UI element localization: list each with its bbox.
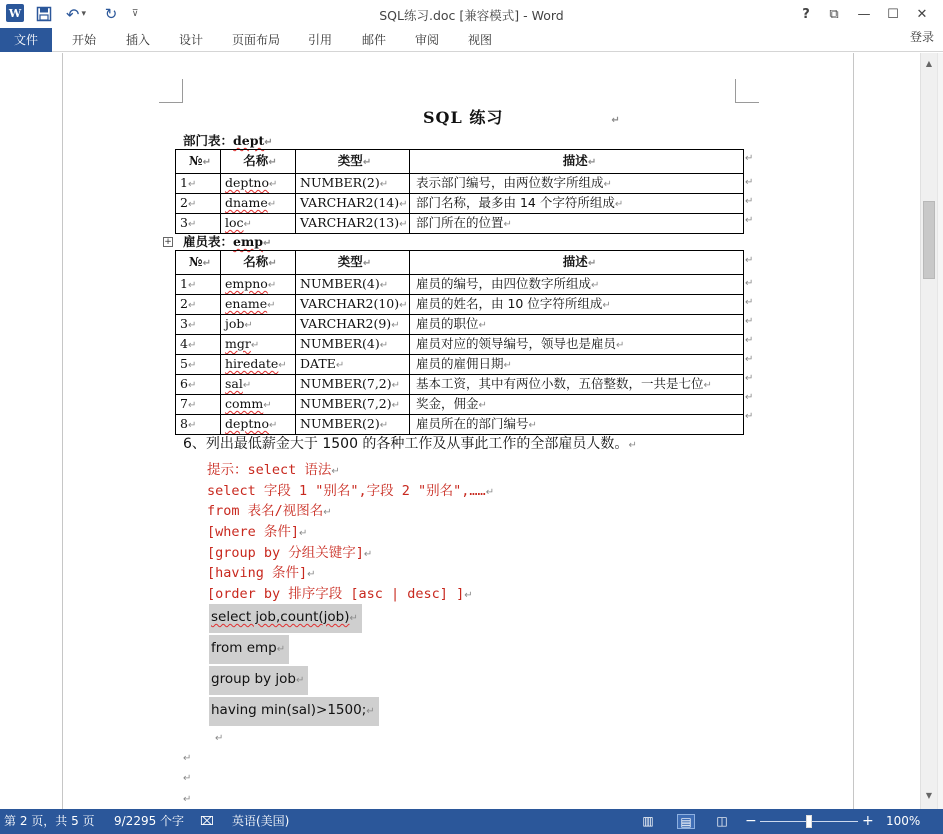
cell-no[interactable] (176, 194, 221, 214)
header-desc (410, 251, 744, 275)
header-name (221, 150, 296, 174)
table-row[interactable] (176, 375, 744, 395)
cell-desc[interactable] (410, 415, 744, 435)
row-end-mark: ↵ (745, 196, 754, 207)
customize-quick-access-button[interactable] (128, 4, 142, 24)
document-area[interactable] (0, 53, 920, 809)
cell-desc[interactable] (410, 194, 744, 214)
cell-text: VARCHAR2(9) (300, 316, 392, 331)
cell-mark: ↵ (269, 420, 278, 431)
cell-text: 1 (180, 276, 188, 291)
cell-mark: ↵ (587, 258, 597, 269)
tab-home[interactable]: 开始 (71, 33, 96, 47)
paragraph-mark: ↵ (276, 644, 286, 655)
paragraph-mark: ↵ (295, 675, 305, 686)
row-end-mark: ↵ (745, 297, 754, 308)
paragraph-mark: ↵ (323, 507, 332, 518)
cell-text: 雇员的编号，由四位数字所组成 (416, 276, 592, 291)
paragraph-mark: ↵ (307, 569, 316, 580)
header-no-text: № (189, 153, 203, 168)
cell-mark: ↵ (278, 360, 287, 371)
status-bar (0, 809, 943, 834)
hint-line-text: from 表名/视图名 (207, 503, 324, 519)
cell-text: 4 (180, 336, 188, 351)
vertical-scrollbar[interactable] (920, 53, 937, 809)
cell-text: DATE (300, 356, 336, 371)
cell-text: mgr (225, 336, 251, 351)
paragraph-mark: ↵ (349, 613, 358, 624)
cell-text: empno (225, 276, 268, 291)
cell-mark: ↵ (187, 179, 197, 190)
cell-no[interactable] (176, 295, 221, 315)
tab-file[interactable]: 文件 (0, 28, 52, 52)
row-end-mark: ↵ (745, 278, 754, 289)
paragraph-mark: ↵ (331, 466, 340, 477)
cell-name[interactable] (221, 355, 296, 375)
close-icon: ✕ (916, 6, 928, 22)
cell-desc[interactable] (410, 275, 744, 295)
paragraph-mark: ↵ (611, 115, 621, 126)
cell-name[interactable] (221, 315, 296, 335)
paragraph-mark: ↵ (628, 440, 637, 451)
zoom-slider-thumb[interactable] (806, 815, 812, 828)
cell-mark: ↵ (187, 320, 197, 331)
cell-mark: ↵ (591, 280, 600, 291)
cell-mark: ↵ (187, 420, 197, 431)
redo-icon: ↻ (104, 5, 118, 23)
cell-no[interactable] (176, 335, 221, 355)
cell-mark: ↵ (269, 179, 278, 190)
cell-mark: ↵ (362, 258, 372, 269)
cell-text: 部门名称，最多由 14 个字符所组成 (416, 195, 615, 210)
cell-mark: ↵ (379, 179, 389, 190)
cell-name[interactable] (221, 194, 296, 214)
read-mode-view-icon[interactable] (640, 814, 656, 829)
cell-mark: ↵ (268, 258, 277, 269)
cell-mark: ↵ (268, 157, 277, 168)
cell-name[interactable] (221, 335, 296, 355)
cell-name[interactable] (221, 295, 296, 315)
code-line (209, 666, 308, 695)
undo-button[interactable] (62, 4, 90, 24)
hint-line-text: select 字段 1 "别名",字段 2 "别名",…… (207, 483, 486, 499)
cell-mark: ↵ (503, 360, 512, 371)
zoom-level[interactable]: 100% (886, 814, 921, 828)
cell-text: VARCHAR2(10) (300, 296, 400, 311)
header-name (221, 251, 296, 275)
maximize-button[interactable] (881, 4, 905, 24)
emp-table-caption (183, 232, 271, 250)
row-end-mark: ↵ (745, 392, 754, 403)
cell-mark: ↵ (242, 380, 252, 391)
cell-text: 基本工资，其中有两位小数，五倍整数，一共是七位 (416, 376, 704, 391)
cell-text: 雇员的姓名，由 10 位字符所组成 (416, 296, 603, 311)
paragraph-mark: ↵ (485, 487, 495, 498)
proofing-icon[interactable] (200, 809, 214, 834)
cell-mark: ↵ (399, 300, 408, 311)
table-row[interactable] (176, 395, 744, 415)
cell-desc[interactable] (410, 375, 744, 395)
cell-mark: ↵ (244, 320, 253, 331)
ribbon-display-options-button[interactable] (822, 4, 846, 24)
hint-line (207, 458, 340, 478)
cell-name[interactable] (221, 415, 296, 435)
cell-type[interactable] (296, 335, 410, 355)
hint-line-text: 提示：select 语法 (207, 462, 332, 478)
zoom-out-button[interactable]: − (745, 813, 757, 829)
cell-mark: ↵ (263, 400, 272, 411)
header-desc-text: 描述 (562, 153, 588, 168)
code-line-text: group by job (211, 671, 296, 687)
table-row[interactable] (176, 275, 744, 295)
cell-text: comm (225, 396, 264, 411)
cell-text: NUMBER(4) (300, 276, 380, 291)
row-end-mark: ↵ (745, 255, 754, 266)
question-text (183, 433, 637, 453)
cell-mark: ↵ (335, 360, 345, 371)
cell-type[interactable] (296, 375, 410, 395)
header-name-text: 名称 (243, 153, 269, 168)
undo-dropdown-icon[interactable]: ▾ (81, 9, 86, 19)
cell-mark: ↵ (391, 400, 401, 411)
emp-caption-name: emp (233, 234, 263, 249)
window-edge (937, 53, 943, 809)
code-line (209, 697, 379, 726)
dept-table[interactable] (175, 149, 744, 234)
cell-desc[interactable] (410, 395, 744, 415)
language-status[interactable]: 英语(美国) (232, 814, 290, 828)
header-type (296, 251, 410, 275)
cell-name[interactable] (221, 174, 296, 194)
cell-mark: ↵ (602, 300, 611, 311)
cell-mark: ↵ (379, 280, 389, 291)
hint-line-text: [order by 排序字段 [asc | desc] ] (207, 586, 465, 602)
customize-icon: ⊽ (131, 9, 139, 19)
paragraph-mark: ↵ (215, 733, 224, 744)
cell-text: 7 (180, 396, 188, 411)
tab-mailings[interactable]: 邮件 (361, 33, 386, 47)
table-row[interactable] (176, 194, 744, 214)
cell-text: 雇员的雇佣日期 (416, 356, 504, 371)
cell-mark: ↵ (187, 400, 197, 411)
cell-mark: ↵ (202, 157, 211, 168)
minimize-button[interactable] (852, 4, 876, 24)
header-desc (410, 150, 744, 174)
cell-no[interactable] (176, 174, 221, 194)
cell-mark: ↵ (703, 380, 712, 391)
row-end-mark: ↵ (745, 411, 754, 422)
cell-text: VARCHAR2(13) (300, 215, 400, 230)
help-icon: ? (802, 6, 810, 22)
row-end-mark: ↵ (745, 335, 754, 346)
cell-text: 表示部门编号，由两位数字所组成 (416, 175, 604, 190)
hint-line (207, 541, 372, 561)
cell-text: NUMBER(7,2) (300, 396, 392, 411)
emp-header-row (176, 251, 744, 275)
cell-name[interactable] (221, 395, 296, 415)
header-type-text: 类型 (337, 254, 363, 269)
cell-type[interactable] (296, 395, 410, 415)
cell-mark: ↵ (614, 199, 624, 210)
table-row[interactable] (176, 355, 744, 375)
cell-type[interactable] (296, 315, 410, 335)
cell-text: 3 (180, 316, 188, 331)
paragraph-mark: ↵ (262, 238, 272, 249)
cell-name[interactable] (221, 375, 296, 395)
code-line-text: having min(sal)>1500; (211, 702, 367, 718)
cell-mark: ↵ (267, 280, 277, 291)
cell-text: VARCHAR2(14) (300, 195, 400, 210)
code-line-text: from emp (211, 640, 277, 656)
minimize-icon: — (857, 6, 871, 22)
ribbon-tab-bar (0, 28, 943, 52)
hint-line-text: [where 条件] (207, 524, 300, 540)
dept-caption-name: dept (233, 133, 265, 148)
crop-mark-top-right (735, 79, 759, 103)
header-no (176, 150, 221, 174)
cell-no[interactable] (176, 275, 221, 295)
cell-text: 3 (180, 215, 188, 230)
cell-type[interactable] (296, 194, 410, 214)
cell-text: 雇员对应的领导编号，领导也是雇员 (416, 336, 617, 351)
scroll-down-arrow-icon[interactable]: ▼ (925, 791, 933, 800)
cell-mark: ↵ (528, 420, 537, 431)
cell-text: hiredate (225, 356, 279, 371)
cell-no[interactable] (176, 415, 221, 435)
save-button[interactable] (34, 4, 54, 24)
paragraph-mark: ↵ (264, 137, 273, 148)
paragraph-mark: ↵ (183, 794, 192, 805)
cell-mark: ↵ (202, 258, 211, 269)
crop-mark-top-left (159, 79, 183, 103)
tab-view[interactable]: 视图 (467, 33, 492, 47)
document-title-text: SQL 练习 (423, 108, 504, 127)
undo-icon: ↶ (66, 4, 80, 24)
cell-type[interactable] (296, 214, 410, 234)
paragraph-mark: ↵ (183, 753, 192, 764)
cell-mark: ↵ (267, 300, 276, 311)
redo-button[interactable] (100, 4, 122, 24)
table-row[interactable] (176, 295, 744, 315)
row-end-mark: ↵ (745, 354, 754, 365)
ribbon-display-icon: ⧉ (829, 6, 839, 22)
cell-mark: ↵ (603, 179, 612, 190)
web-layout-glyph: ◫ (716, 814, 728, 828)
cell-mark: ↵ (187, 300, 197, 311)
app-icon-letter: W (8, 6, 22, 20)
cell-no[interactable] (176, 395, 221, 415)
cell-mark: ↵ (187, 380, 197, 391)
cell-text: 2 (180, 195, 188, 210)
dept-table-caption (183, 131, 273, 149)
cell-text: NUMBER(2) (300, 416, 380, 431)
cell-type[interactable] (296, 355, 410, 375)
paragraph-mark: ↵ (366, 706, 375, 717)
document-page[interactable] (62, 53, 854, 809)
cell-type[interactable] (296, 275, 410, 295)
cell-text: 2 (180, 296, 188, 311)
tab-review[interactable]: 审阅 (414, 33, 439, 47)
tab-page-layout[interactable]: 页面布局 (231, 33, 280, 47)
cell-type[interactable] (296, 415, 410, 435)
row-end-mark: ↵ (745, 177, 754, 188)
table-row[interactable] (176, 214, 744, 234)
cell-mark: ↵ (587, 157, 597, 168)
cell-desc[interactable] (410, 295, 744, 315)
dept-caption-prefix: 部门表： (183, 133, 234, 148)
cell-text: 5 (180, 356, 188, 371)
hint-line (207, 520, 307, 540)
window-title: SQL练习.doc [兼容模式] - Word (379, 8, 564, 23)
cell-text: loc (225, 215, 244, 230)
paragraph-mark: ↵ (299, 528, 308, 539)
cell-mark: ↵ (391, 320, 400, 331)
cell-mark: ↵ (478, 400, 487, 411)
row-end-mark: ↵ (745, 373, 754, 384)
zoom-in-button[interactable]: + (862, 813, 874, 829)
cell-text: 奖金，佣金 (416, 396, 479, 411)
cell-mark: ↵ (616, 340, 625, 351)
dept-header-row (176, 150, 744, 174)
cell-text: job (225, 316, 245, 331)
cell-text: deptno (225, 175, 270, 190)
cell-text: sal (225, 376, 243, 391)
sign-in-link[interactable]: 登录 (910, 30, 935, 44)
cell-text: 1 (180, 175, 188, 190)
help-button[interactable] (794, 4, 818, 24)
tab-references[interactable]: 引用 (307, 33, 332, 47)
header-no-text: № (189, 254, 203, 269)
header-type (296, 150, 410, 174)
cell-desc[interactable] (410, 315, 744, 335)
cell-mark: ↵ (187, 280, 197, 291)
cell-mark: ↵ (391, 380, 401, 391)
cell-mark: ↵ (379, 340, 389, 351)
paragraph-mark: ↵ (363, 549, 373, 560)
cell-mark: ↵ (478, 320, 487, 331)
cell-no[interactable] (176, 315, 221, 335)
cell-text: 6 (180, 376, 188, 391)
hint-line-text: [having 条件] (207, 565, 308, 581)
cell-no[interactable] (176, 355, 221, 375)
save-icon (36, 6, 52, 22)
word-count-status[interactable]: 9/2295 个字 (114, 814, 185, 828)
word-app-icon[interactable] (6, 4, 24, 22)
cell-mark: ↵ (187, 360, 197, 371)
scroll-thumb[interactable] (923, 201, 935, 279)
table-row[interactable] (176, 315, 744, 335)
hint-line (207, 582, 473, 602)
cell-mark: ↵ (379, 420, 389, 431)
header-type-text: 类型 (337, 153, 363, 168)
cell-mark: ↵ (267, 199, 277, 210)
table-row[interactable] (176, 415, 744, 435)
maximize-icon: ☐ (887, 6, 899, 22)
cell-text: NUMBER(4) (300, 336, 380, 351)
paragraph-mark: ↵ (464, 590, 473, 601)
cell-type[interactable] (296, 174, 410, 194)
row-end-mark: ↵ (745, 215, 754, 226)
close-button[interactable] (910, 4, 934, 24)
page-count-status[interactable]: 第 2 页，共 5 页 (4, 814, 95, 828)
cell-text: ename (225, 296, 268, 311)
code-line-text: select job,count(job) (211, 609, 350, 625)
header-no (176, 251, 221, 275)
header-desc-text: 描述 (562, 254, 588, 269)
print-layout-glyph: ▤ (680, 815, 692, 829)
table-row[interactable] (176, 174, 744, 194)
hint-line (207, 561, 316, 581)
emp-caption-prefix: 雇员表： (183, 234, 234, 249)
cell-mark: ↵ (503, 219, 512, 230)
cell-mark: ↵ (399, 199, 408, 210)
cell-mark: ↵ (250, 340, 260, 351)
cell-mark: ↵ (187, 199, 197, 210)
table-row[interactable] (176, 335, 744, 355)
code-line (209, 604, 362, 633)
cell-text: NUMBER(7,2) (300, 376, 392, 391)
emp-table[interactable] (175, 250, 744, 435)
paragraph-mark: ↵ (183, 773, 192, 784)
cell-mark: ↵ (243, 219, 252, 230)
table-move-handle-icon[interactable]: + (164, 237, 172, 247)
cell-desc[interactable] (410, 214, 744, 234)
cell-desc[interactable] (410, 355, 744, 375)
cell-text: 部门所在的位置 (416, 215, 504, 230)
cell-no[interactable] (176, 375, 221, 395)
tab-insert[interactable]: 插入 (125, 33, 150, 47)
cell-text: 雇员的职位 (416, 316, 479, 331)
tab-design[interactable]: 设计 (178, 33, 203, 47)
cell-mark: ↵ (187, 340, 197, 351)
cell-name[interactable] (221, 275, 296, 295)
question-content: 6、列出最低薪金大于 1500 的各种工作及从事此工作的全部雇员人数。 (183, 436, 629, 452)
hint-line-text: [group by 分组关键字] (207, 545, 364, 561)
cell-text: deptno (225, 416, 270, 431)
print-layout-view-icon[interactable] (677, 814, 695, 829)
cell-no[interactable] (176, 214, 221, 234)
cell-name[interactable] (221, 214, 296, 234)
code-line (209, 635, 289, 664)
cell-text: dname (225, 195, 268, 210)
header-name-text: 名称 (243, 254, 269, 269)
row-end-mark: ↵ (745, 153, 754, 164)
document-title (423, 105, 621, 128)
cell-text: 8 (180, 416, 188, 431)
cell-mark: ↵ (187, 219, 197, 230)
cell-mark: ↵ (362, 157, 372, 168)
cell-text: NUMBER(2) (300, 175, 380, 190)
cell-text: 雇员所在的部门编号 (416, 416, 529, 431)
cell-mark: ↵ (399, 219, 408, 230)
row-end-mark: ↵ (745, 316, 754, 327)
web-layout-view-icon[interactable] (714, 814, 730, 829)
proofing-glyph: ⌧ (200, 814, 214, 828)
cell-desc[interactable] (410, 174, 744, 194)
title-bar (0, 0, 943, 28)
scroll-up-arrow-icon[interactable]: ▲ (925, 59, 933, 68)
hint-line (207, 499, 332, 519)
hint-line (207, 479, 494, 499)
cell-desc[interactable] (410, 335, 744, 355)
read-mode-glyph: ▥ (642, 814, 654, 828)
cell-type[interactable] (296, 295, 410, 315)
